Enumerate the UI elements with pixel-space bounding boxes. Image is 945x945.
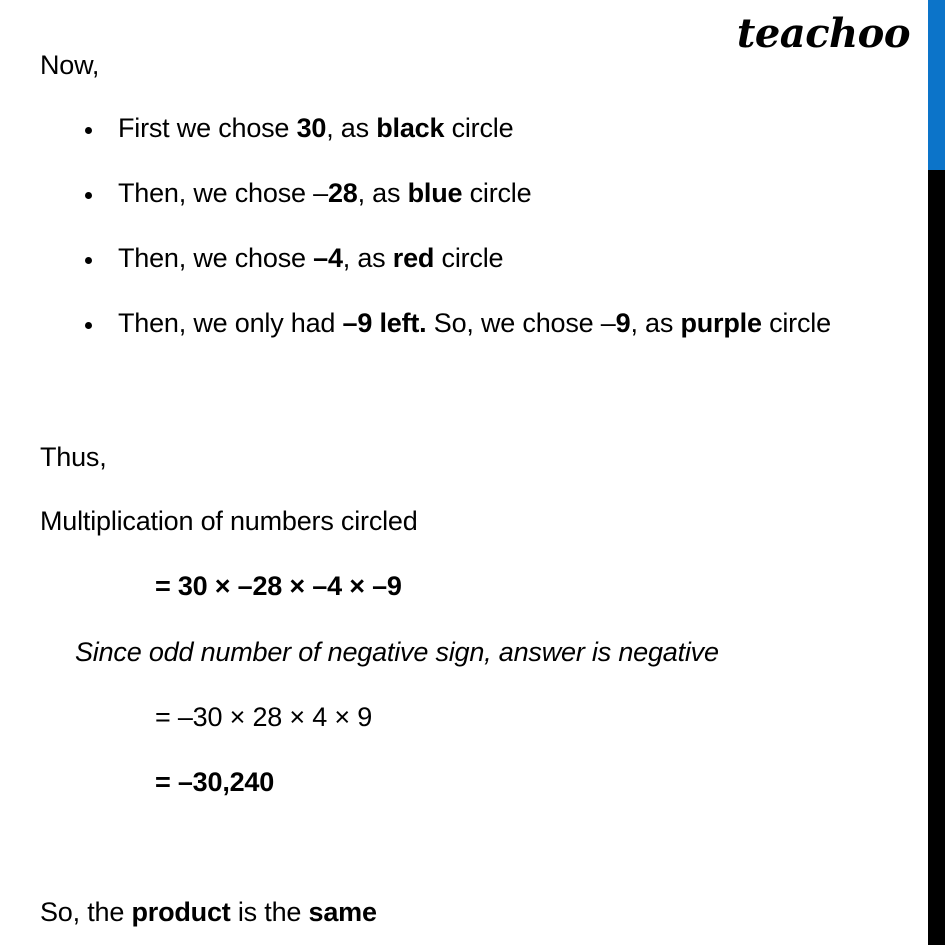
bullet-item-3-text: Then, we chose –4, as red circle <box>118 243 504 273</box>
bullet-dot-icon <box>85 127 92 134</box>
right-edge-black-bar <box>928 170 945 945</box>
conclusion-part-2: is the <box>230 897 309 927</box>
bullet-item-4 <box>85 308 831 339</box>
equation-line-2: = –30 × 28 × 4 × 9 <box>155 702 373 732</box>
equation-result: = –30,240 <box>155 767 275 797</box>
conclusion-bold-same: same <box>308 897 377 927</box>
thus-label: Thus, <box>40 442 107 472</box>
conclusion-bold-product: product <box>131 897 231 927</box>
conclusion-part-1: So, the <box>40 897 132 927</box>
bullet-dot-icon <box>85 257 92 264</box>
equation-line-1: = 30 × –28 × –4 × –9 <box>155 571 402 601</box>
bullet-item-3 <box>85 243 503 274</box>
bullet-dot-icon <box>85 322 92 329</box>
bullet-dot-icon <box>85 192 92 199</box>
bullet-item-1-text: First we chose 30, as black circle <box>118 113 514 143</box>
negative-sign-note: Since odd number of negative sign, answer is negative <box>75 637 719 667</box>
teachoo-logo: teachoo <box>736 10 910 57</box>
bullet-item-2-text: Then, we chose –28, as blue circle <box>118 178 532 208</box>
bullet-item-2 <box>85 178 531 209</box>
conclusion-line <box>40 897 377 928</box>
multiplication-label: Multiplication of numbers circled <box>40 506 418 536</box>
bullet-item-4-text: Then, we only had –9 left. So, we chose –9, as purple circle <box>118 308 831 338</box>
right-edge-blue-bar <box>928 0 945 170</box>
bullet-item-1 <box>85 113 513 144</box>
intro-label: Now, <box>40 50 100 80</box>
